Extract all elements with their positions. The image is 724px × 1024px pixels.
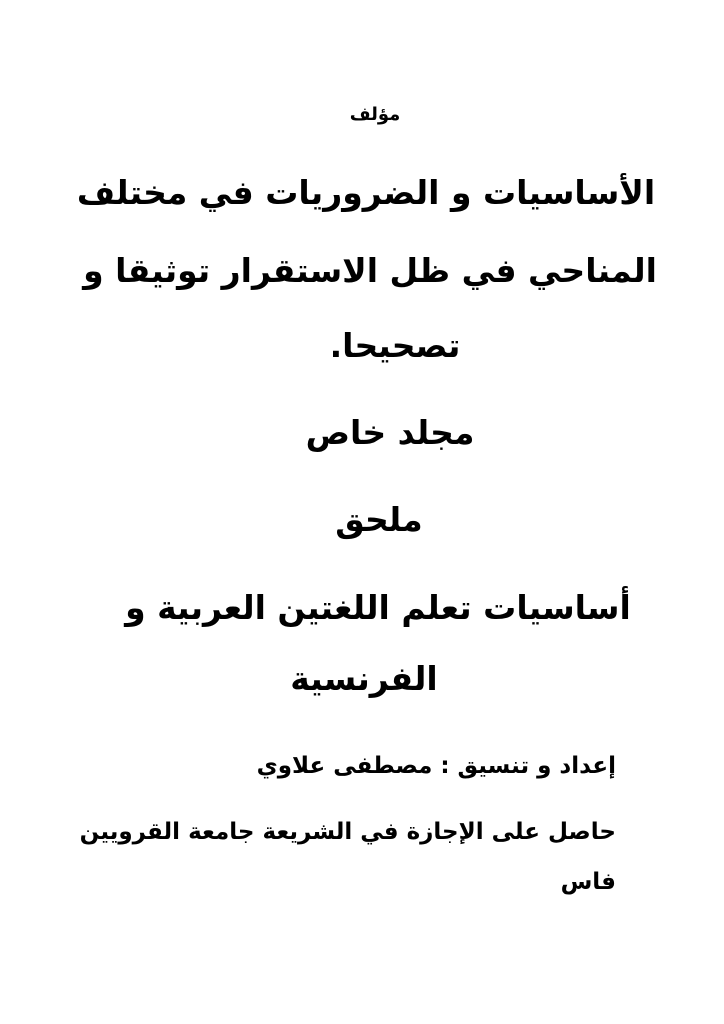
volume-heading: مجلد خاص bbox=[305, 413, 475, 452]
title-line-1: الأساسيات و الضروريات في مختلف bbox=[76, 173, 656, 212]
title-line-2: المناحي في ظل الاستقرار توثيقا و bbox=[83, 251, 657, 290]
title-line-3: تصحيحا. bbox=[329, 326, 461, 365]
appendix-heading: ملحق bbox=[335, 500, 423, 539]
author-credential: حاصل على الإجازة في الشريعة جامعة القرويين bbox=[79, 819, 616, 845]
author-label: مؤلف bbox=[349, 104, 401, 125]
subtitle-line-1: أساسيات تعلم اللغتين العربية و bbox=[125, 588, 631, 627]
prepared-by: إعداد و تنسيق : مصطفى علاوي bbox=[256, 753, 616, 779]
subtitle-line-2: الفرنسية bbox=[290, 659, 438, 698]
city-name: فاس bbox=[560, 869, 616, 895]
